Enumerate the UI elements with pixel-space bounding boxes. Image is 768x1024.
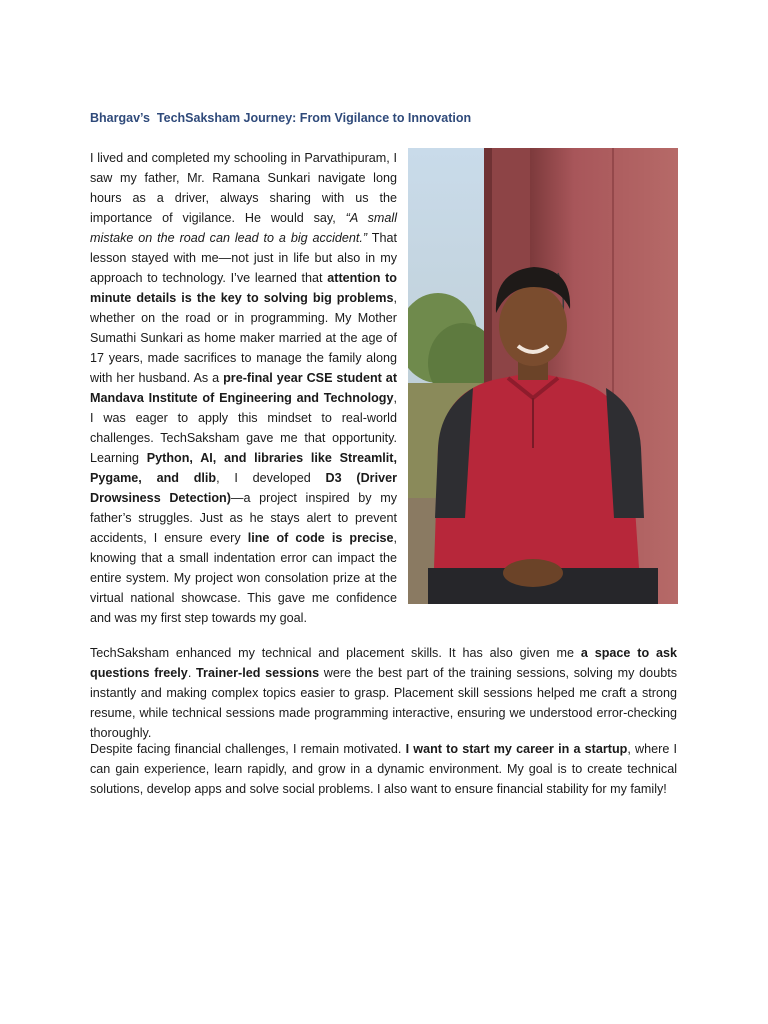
text-run: Despite facing financial challenges, I remain motivated. xyxy=(90,742,406,756)
text-run: , whether on the road or in programming. My Mother Sumathi Sunkari as home maker married at the age of 17 years, made sacrifices to manage the family along with her husband. As a xyxy=(90,291,397,385)
quote-run: “A small mistake on the road can lead to a big accident.” xyxy=(90,211,397,245)
story-paragraph-2 xyxy=(90,643,677,743)
bold-run: line of code is precise xyxy=(247,531,394,545)
text-run: , where I can gain experience, learn rapidly, and grow in a dynamic environment. My goal is to create technical solutions, develop apps and solve social problems. I also want to ensure financial stability for my family! xyxy=(90,742,678,796)
document-title: Bhargav’s TechSaksham Journey: From Vigilance to Innovation xyxy=(90,111,472,125)
text-run: TechSaksham enhanced my technical and placement skills. It has also given me xyxy=(90,646,581,660)
story-paragraph-1 xyxy=(90,148,397,628)
portrait-photo xyxy=(408,148,678,604)
text-run: , I was eager to apply this mindset to real-world challenges. TechSaksham gave me that opportunity. Learning xyxy=(90,391,397,465)
bold-run: a space to ask questions freely xyxy=(90,646,677,680)
text-run: were the best part of the training sessions, solving my doubts instantly and making complex topics easier to grasp. Placement skill sessions helped me craft a strong resume, while technical sessions made programming interactive, ensuring we understood error-checking thoroughly. xyxy=(90,666,677,740)
text-run: I lived and completed my schooling in Parvathipuram, I saw my father, Mr. Ramana Sunkari navigate long hours as a driver, always sharing with us the importance of vigilance. He would say, xyxy=(90,151,397,225)
text-run: —a project inspired by my father’s struggles. Just as he stays alert to prevent accidents, I ensure every xyxy=(90,491,398,545)
text-run: , I developed xyxy=(216,471,326,485)
text-run: , knowing that a small indentation error can impact the entire system. My project won consolation prize at the virtual national showcase. This gave me confidence and was my first step towards my goal. xyxy=(90,531,397,625)
bold-run: Trainer-led sessions xyxy=(196,666,320,680)
bold-run: attention to minute details is the key to solving big problems xyxy=(90,271,397,305)
story-paragraph-3 xyxy=(90,739,677,799)
bold-run: Python, AI, and libraries like Streamlit, Pygame, and dlib xyxy=(90,451,397,485)
bold-run: D3 (Driver Drowsiness Detection) xyxy=(90,471,397,505)
text-run: . xyxy=(187,666,197,680)
bold-run: I want to start my career in a startup xyxy=(405,742,628,756)
bold-run: pre-final year CSE student at Mandava Institute of Engineering and Technology xyxy=(90,371,398,405)
text-run: That lesson stayed with me—not just in life but also in my approach to technology. I’ve learned that xyxy=(90,231,397,285)
